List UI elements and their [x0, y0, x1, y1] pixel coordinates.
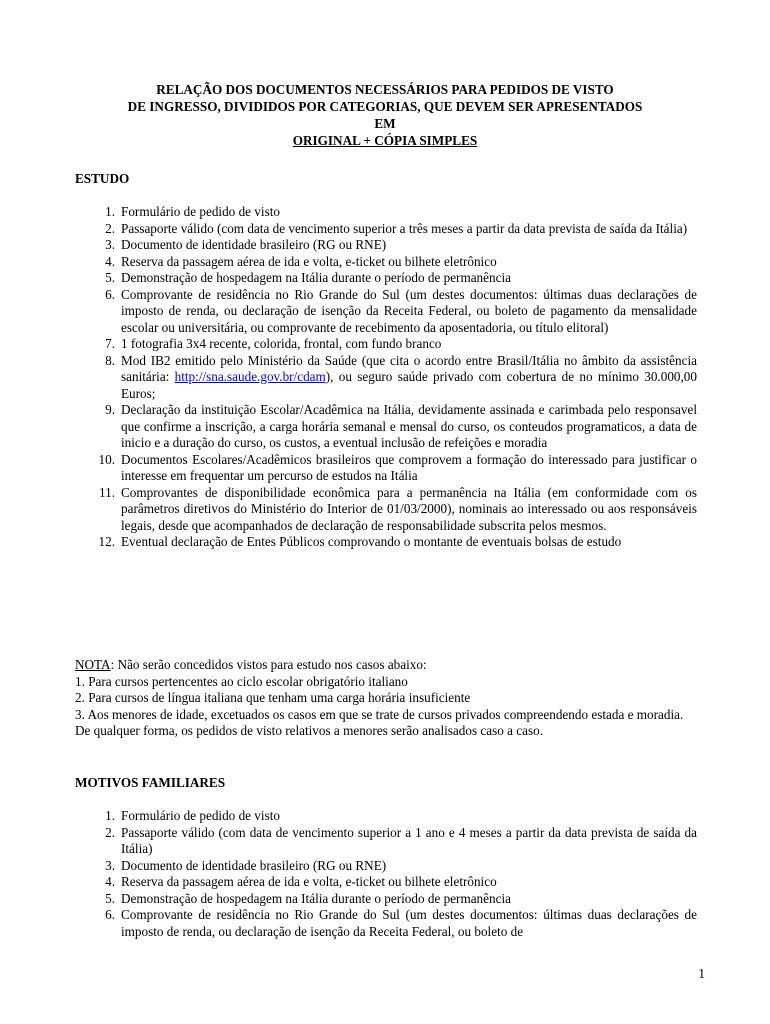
nota-line: 3. Aos menores de idade, excetuados os casos em que se trate de cursos privados compreendendo estada e moradia. De qualquer forma, os pedidos de visto relativos a menores serão analisados caso a caso. — [75, 706, 684, 738]
list-number: 4. — [105, 253, 115, 269]
title-line-2: DE INGRESSO, DIVIDIDOS POR CATEGORIAS, QUE DEVEM SER APRESENTADOS — [127, 99, 643, 114]
list-number: 6. — [105, 286, 115, 302]
list-item — [75, 287, 697, 337]
title-line-1: RELAÇÃO DOS DOCUMENTOS NECESSÁRIOS PARA PEDIDOS DE VISTO — [156, 82, 614, 97]
list-text: Comprovantes de disponibilidade econômica para a permanência na Itália (em conformidade com os parâmetros diretivos do Ministério do Interior de 01/03/2000), nominais ao interessado ou aos responsáveis legais, desde que acompanhados de declaração de responsabilidade subscrita pelos mesmos. — [121, 484, 697, 533]
list-text: Eventual declaração de Entes Públicos comprovando o montante de eventuais bolsas de estudo — [121, 534, 622, 549]
list-number: 2. — [105, 824, 115, 840]
list-text: Reserva da passagem aérea de ida e volta, e-ticket ou bilhete eletrônico — [121, 874, 497, 889]
list-text: Formulário de pedido de visto — [121, 204, 280, 219]
list-number: 1. — [105, 204, 115, 219]
list-text: Passaporte válido (com data de vencimento superior a três meses a partir da data prevista de saída da Itália) — [121, 220, 688, 236]
list-number: 10. — [98, 451, 115, 467]
list-item — [75, 270, 697, 287]
list-item — [75, 353, 697, 403]
list-item — [75, 485, 697, 535]
list-text: Demonstração de hospedagem na Itália durante o período de permanência — [121, 270, 511, 285]
list-item — [75, 874, 697, 891]
list-item — [75, 237, 697, 254]
nota-line: 1. Para cursos pertencentes ao ciclo escolar obrigatório italiano — [75, 673, 408, 689]
estudo-list — [75, 204, 697, 551]
list-item — [75, 808, 697, 825]
list-text-before-link: Mod IB2 emitido pelo Ministério da Saúde (que cita o acordo entre Brasil/Itália no âmbito da assistência sanitária: — [121, 352, 697, 384]
list-text: Documentos Escolares/Acadêmicos brasileiros que comprovem a formação do interessado para justificar o interesse em frequentar um percurso de estudos na Itália — [121, 451, 697, 483]
list-item — [75, 891, 697, 908]
list-text: Documento de identidade brasileiro (RG ou RNE) — [121, 857, 387, 873]
list-text-after-link: ), ou seguro saúde privado com cobertura de no mínimo 30.000,00 Euros; — [121, 369, 697, 401]
list-text: Declaração da instituição Escolar/Acadêmica na Itália, devidamente assinada e carimbada pelo responsavel que confirme a inscrição, a carga horária semanal e mensal do curso, os conteudos programaticos, a data de inicio e a duração do curso, os custos, a eventual inclusão de refeições e moradia — [121, 402, 697, 450]
title-line-3: EM — [374, 116, 396, 131]
list-item — [75, 907, 697, 940]
nota-block — [75, 657, 700, 740]
list-number: 3. — [105, 237, 115, 252]
nota-intro — [75, 657, 700, 674]
list-number: 6. — [105, 907, 115, 922]
list-text: Passaporte válido (com data de vencimento superior a 1 ano e 4 meses a partir da data prevista de saída da Itália) — [121, 824, 697, 856]
list-number: 2. — [105, 220, 115, 236]
list-item — [75, 858, 697, 875]
nota-label: NOTA — [75, 657, 111, 672]
motivos-list — [75, 808, 697, 940]
section-heading-motivos-familiares: MOTIVOS FAMILIARES — [75, 775, 226, 790]
list-text: 1 fotografia 3x4 recente, colorida, frontal, com fundo branco — [121, 336, 442, 351]
list-number: 11. — [99, 484, 115, 500]
nota-intro-text: : Não serão concedidos vistos para estudo nos casos abaixo: — [110, 657, 427, 672]
list-item — [75, 534, 697, 551]
cdam-link[interactable]: http://sna.saude.gov.br/cdam — [174, 369, 326, 384]
list-text: Demonstração de hospedagem na Itália durante o período de permanência — [121, 890, 511, 906]
list-number: 12. — [98, 534, 115, 549]
list-text: Documento de identidade brasileiro (RG ou RNE) — [121, 237, 387, 252]
list-item — [75, 221, 697, 238]
page-number: 1 — [698, 966, 705, 981]
list-number: 1. — [105, 808, 115, 823]
nota-line: 2. Para cursos de língua italiana que tenham uma carga horária insuficiente — [75, 690, 471, 705]
list-text: Comprovante de residência no Rio Grande do Sul (um destes documentos: últimas duas declarações de imposto de renda, ou declaração de isenção da Receita Federal, ou boleto de — [121, 907, 697, 939]
title-line-4: ORIGINAL + CÓPIA SIMPLES — [292, 133, 478, 148]
list-number: 3. — [105, 857, 115, 873]
list-item — [75, 825, 697, 858]
list-number: 4. — [105, 874, 115, 889]
list-text: Comprovante de residência no Rio Grande do Sul (um destes documentos: últimas duas declarações de imposto de renda, ou declaração de isenção da Receita Federal, ou boleto de pagamento da mensalidade escolar ou universitária, ou comprovante de recebimento da aposentadoria, ou título elitoral) — [121, 286, 697, 335]
list-number: 9. — [105, 402, 115, 417]
list-number: 5. — [105, 270, 115, 285]
list-item — [75, 452, 697, 485]
document-title — [60, 81, 710, 149]
list-item — [75, 204, 697, 221]
list-item — [75, 254, 697, 271]
section-heading-estudo: ESTUDO — [75, 171, 130, 186]
list-item — [75, 336, 697, 353]
list-number: 7. — [105, 336, 115, 351]
list-text: Reserva da passagem aérea de ida e volta, e-ticket ou bilhete eletrônico — [121, 253, 497, 269]
list-number: 8. — [105, 352, 115, 368]
list-item — [75, 402, 697, 452]
list-number: 5. — [105, 890, 115, 906]
list-text: Formulário de pedido de visto — [121, 808, 280, 823]
